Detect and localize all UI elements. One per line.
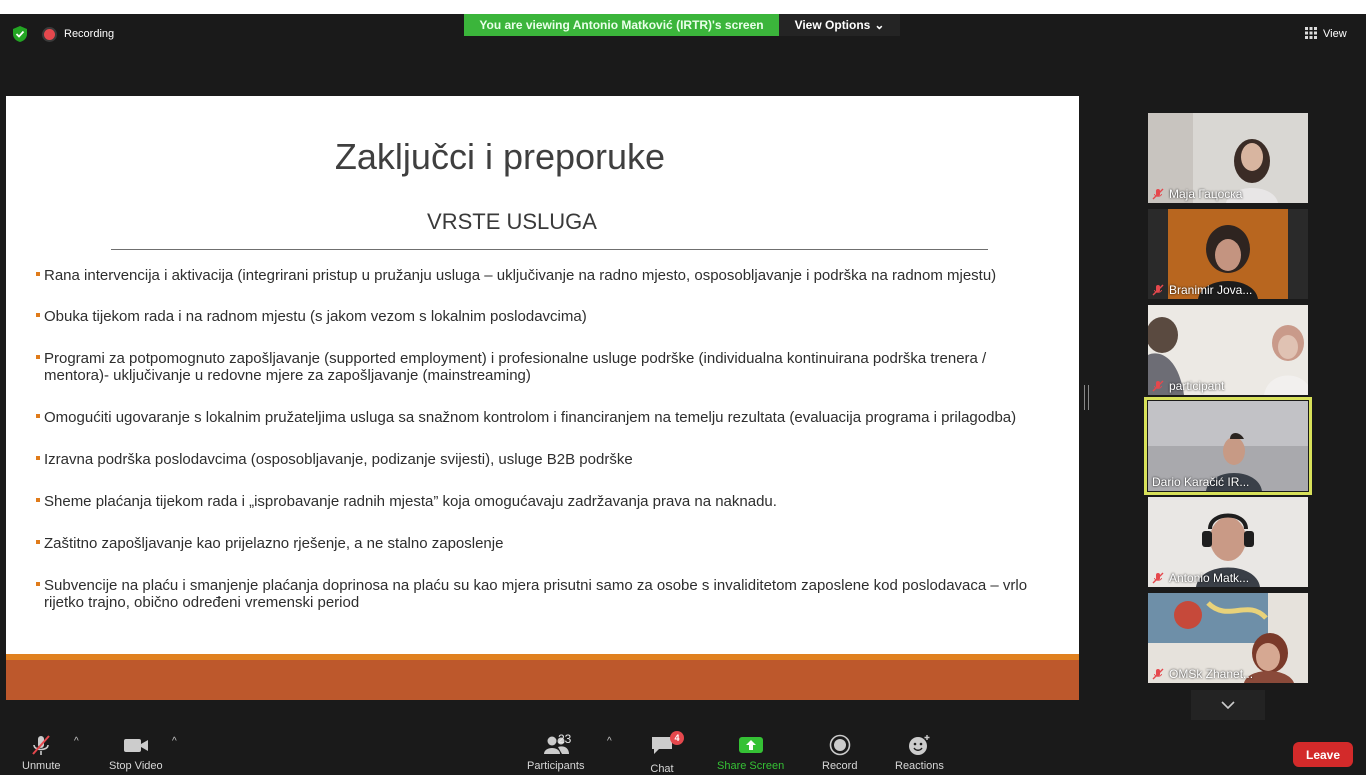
- participant-name-label: [1152, 283, 1252, 297]
- top-edge-strip: [0, 0, 1366, 14]
- muted-mic-icon: [1152, 380, 1164, 392]
- leave-label: Leave: [1305, 747, 1341, 762]
- slide-divider: [111, 249, 988, 250]
- chat-label: Chat: [650, 763, 674, 775]
- chevron-down-icon: ⌄: [874, 18, 885, 32]
- chat-unread-badge: 4: [670, 731, 684, 745]
- unmute-button[interactable]: [22, 734, 61, 772]
- record-icon: [829, 734, 851, 756]
- video-camera-icon: [123, 734, 149, 756]
- slide-bullet-text: Rana intervencija i aktivacija (integrirani pristup u pružanju usluga – uključivanje na radno mjesto, osposobljavanje i podrška na radnom mjestu): [44, 267, 997, 284]
- reactions-button[interactable]: [895, 734, 944, 772]
- bullet-marker-icon: [36, 456, 40, 460]
- slide-bullet-text: Programi za potpomognuto zapošljavanje (supported employment) i profesionalne usluge podrške (individualna kontinuirana podrška trenera / mentora)- uključivanje u redovne mjere za zapošljavanje (mainstreaming): [44, 350, 987, 384]
- participants-count: 23: [558, 732, 572, 746]
- stop-video-label: Stop Video: [109, 760, 163, 772]
- record-button[interactable]: [822, 734, 857, 772]
- slide-bullet: [36, 577, 1036, 611]
- viewing-banner-text: You are viewing Antonio Matković (IRTR)'s screen: [479, 18, 764, 32]
- share-screen-icon: [738, 734, 764, 756]
- view-options-button[interactable]: [779, 14, 900, 36]
- viewing-banner: [464, 14, 779, 36]
- recording-dot-icon: [44, 29, 55, 40]
- grid-icon: [1305, 27, 1317, 42]
- shared-screen-slide: [6, 96, 1079, 700]
- slide-bullet-text: Zaštitno zapošljavanje kao prijelazno rješenje, a ne stalno zaposlenje: [44, 535, 504, 552]
- leave-button[interactable]: [1293, 742, 1353, 767]
- slide-bullet: [36, 267, 1036, 284]
- participant-name: participant: [1169, 379, 1225, 393]
- participant-video-tile[interactable]: [1148, 113, 1308, 203]
- view-label: View: [1323, 28, 1347, 40]
- share-screen-button[interactable]: [717, 734, 784, 772]
- participants-label: Participants: [527, 760, 585, 772]
- participant-video-tile[interactable]: [1148, 401, 1308, 491]
- bullet-marker-icon: [36, 414, 40, 418]
- chat-button[interactable]: [650, 733, 680, 775]
- view-options-label: View Options: [794, 18, 871, 32]
- muted-mic-icon: [1152, 188, 1164, 200]
- participant-name-label: [1152, 379, 1224, 393]
- muted-mic-icon: [1152, 572, 1164, 584]
- participant-name-label: [1152, 475, 1249, 489]
- view-button[interactable]: [1305, 26, 1347, 42]
- slide-bullet-list: [36, 267, 1036, 611]
- participant-name: OMSk Zhanet...: [1169, 667, 1254, 681]
- slide-bullet-text: Sheme plaćanja tijekom rada i „isprobavanje radnih mjesta” koja omogućavaju zadržavanja prava na naknadu.: [44, 493, 777, 510]
- meeting-toolbar: [0, 724, 1366, 775]
- recording-indicator[interactable]: [44, 26, 114, 42]
- slide-bullet-text: Subvencije na plaću i smanjenje plaćanja doprinosa na plaću su kao mjera prisutni samo za osobe s invaliditetom zaposlene kod poslodavaca – vrlo rijetko trajno, obično određeni vremenski period: [44, 577, 1028, 611]
- muted-mic-icon: [30, 734, 52, 756]
- panel-resize-handle[interactable]: [1084, 385, 1089, 410]
- participant-name-label: [1152, 667, 1253, 681]
- participants-options-caret-icon[interactable]: ^: [607, 736, 612, 747]
- slide-bullet: [36, 451, 1036, 468]
- slide-bullet-text: Izravna podrška poslodavcima (osposobljavanje, podizanje svijesti), usluge B2B podrške: [44, 451, 633, 468]
- record-label: Record: [822, 760, 858, 772]
- participant-video-tile[interactable]: [1148, 497, 1308, 587]
- participant-video-tile[interactable]: [1148, 305, 1308, 395]
- slide-bullet-text: Omogućiti ugovaranje s lokalnim pružateljima usluga sa snažnom kontrolom i financiranjem na temelju rezultata (evaluacija programa i prilagodba): [44, 409, 1017, 426]
- participants-button[interactable]: [527, 734, 584, 772]
- chat-icon-wrap: [650, 733, 680, 759]
- shield-icon[interactable]: [10, 25, 30, 43]
- slide-subtitle: VRSTE USLUGA: [427, 209, 597, 234]
- gallery-next-button[interactable]: [1191, 690, 1265, 720]
- share-screen-label: Share Screen: [717, 760, 785, 772]
- bullet-marker-icon: [36, 272, 40, 276]
- slide-bullet: [36, 409, 1036, 426]
- participant-name-label: [1152, 187, 1242, 201]
- slide-bullet: [36, 308, 1036, 325]
- participant-video-tile[interactable]: [1148, 593, 1308, 683]
- slide-bullet: [36, 535, 1036, 552]
- stop-video-button[interactable]: [109, 734, 163, 772]
- bullet-marker-icon: [36, 498, 40, 502]
- muted-mic-icon: [1152, 284, 1164, 296]
- bullet-marker-icon: [36, 313, 40, 317]
- chevron-down-icon: [1221, 696, 1235, 714]
- slide-bullet-text: Obuka tijekom rada i na radnom mjestu (s jakom vezom s lokalnim poslodavcima): [44, 308, 587, 325]
- participant-name: Dario Karačić IR...: [1152, 475, 1250, 489]
- video-options-caret-icon[interactable]: ^: [172, 736, 177, 747]
- muted-mic-icon: [1152, 668, 1164, 680]
- unmute-label: Unmute: [22, 760, 61, 772]
- participant-video-tile[interactable]: [1148, 209, 1308, 299]
- slide-title: Zaključci i preporuke: [334, 136, 666, 177]
- bullet-marker-icon: [36, 540, 40, 544]
- bullet-marker-icon: [36, 582, 40, 586]
- smiley-icon: [907, 734, 931, 756]
- slide-bullet: [36, 350, 1036, 384]
- recording-label: Recording: [64, 28, 115, 40]
- reactions-label: Reactions: [895, 760, 944, 772]
- participant-name: Мaja Гацоска: [1169, 187, 1243, 201]
- slide-bullet: [36, 493, 1036, 510]
- bullet-marker-icon: [36, 355, 40, 359]
- slide-footer-band: [6, 660, 1079, 700]
- participant-name: Branimir Jova...: [1169, 283, 1253, 297]
- participant-name-label: [1152, 571, 1249, 585]
- participant-name: Antonio Matk...: [1169, 571, 1250, 585]
- audio-options-caret-icon[interactable]: ^: [74, 736, 79, 747]
